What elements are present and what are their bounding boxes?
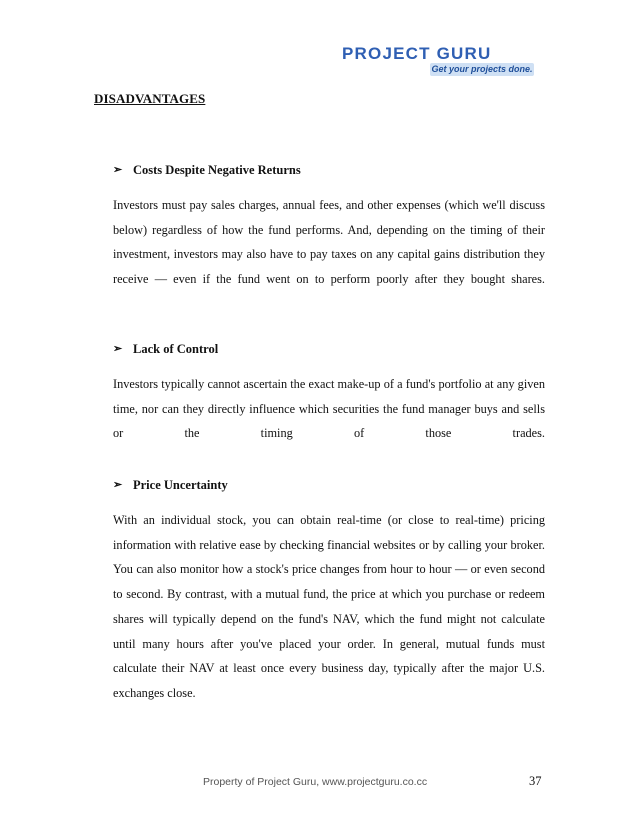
section-title: Costs Despite Negative Returns — [133, 162, 301, 177]
section-title-row — [113, 160, 545, 180]
footer-text: Property of Project Guru, www.projectguru.co.cc — [203, 776, 428, 788]
section-paragraph: Investors typically cannot ascertain the exact make-up of a fund's portfolio at any given time, nor can they directly influence which securities the fund manager buys and sells or the timing of those trades. — [113, 377, 545, 441]
section-control — [113, 339, 545, 446]
section-title-row — [113, 339, 545, 359]
section-title: Price Uncertainty — [133, 477, 228, 492]
page-number: 37 — [529, 774, 542, 788]
logo-tagline: Get your projects done. — [431, 64, 533, 74]
section-paragraph: Investors must pay sales charges, annual fees, and other expenses (which we'll discuss below) regardless of how the fund performs. And, depending on the timing of their investment, investors may also have to pay taxes on any capital gains distribution they receive — even if the fund went on to perform poorly after they bought shares. — [113, 198, 545, 287]
section-title-row — [113, 475, 545, 495]
page-heading: DISADVANTAGES — [94, 91, 206, 106]
section-price — [113, 475, 545, 706]
logo-title: PROJECT GURU — [342, 44, 492, 63]
arrowhead-bullet-icon: ➢ — [113, 342, 123, 355]
section-costs — [113, 160, 545, 292]
arrowhead-bullet-icon: ➢ — [113, 478, 123, 491]
arrowhead-bullet-icon: ➢ — [113, 163, 123, 176]
project-guru-logo — [342, 44, 542, 80]
section-title: Lack of Control — [133, 341, 219, 356]
section-paragraph: With an individual stock, you can obtain real-time (or close to real-time) pricing information with relative ease by checking financial websites or by calling your broker. You can also monitor how a stock's price changes from hour to hour — or even second to second. By contrast, with a mutual fund, the price at which you purchase or redeem shares will typically depend on the fund's NAV, which the fund might not calculate until many hours after you've placed your order. In general, mutual funds must calculate their NAV at least once every business day, typically after the major U.S. exchanges close. — [113, 513, 545, 700]
